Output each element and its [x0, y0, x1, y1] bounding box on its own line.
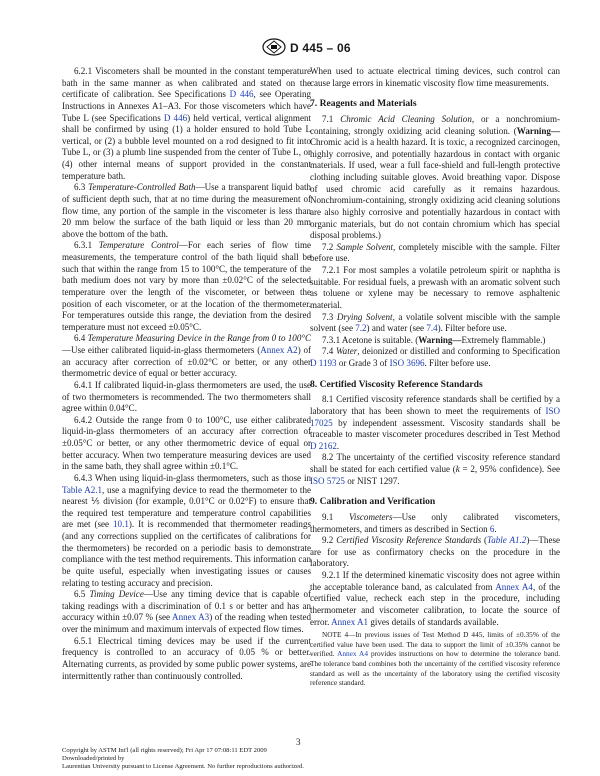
- link-iso5725[interactable]: ISO 5725: [310, 475, 345, 486]
- paragraph-6-5: 6.5 Timing Device—Use any timing device that is capable of taking readings with a discrimination of 0.1 s or better and has an accuracy within ±0.07 % (see Annex A3) of the reading when tested over the minimum and maximum intervals of expected flow times.: [62, 589, 311, 634]
- page-number: 3: [296, 737, 301, 747]
- link-annex-a3[interactable]: Annex A3: [172, 612, 210, 623]
- page-header: [0, 38, 600, 58]
- left-column: [62, 66, 311, 682]
- link-d1193[interactable]: D 1193: [310, 358, 337, 368]
- paragraph-6-4-2: 6.4.2 Outside the range from 0 to 100°C, use either calibrated liquid-in-glass thermometers of an accuracy after correction of ±0.05°C or better, or any other thermometric device of equal or better accuracy. When two temperature measuring devices are used in the same bath, they shall agree within ±0.1°C.: [62, 414, 311, 472]
- paragraph-7-3-1: 7.3.1 Acetone is suitable. (Warning—Extremely flammable.): [322, 334, 546, 345]
- note-4: NOTE 4—In previous issues of Test Method D 445, limits of ±0.35% of the certified value have been used. The data to support the limit of ±0.35% cannot be verified. Annex A4 provides instructions on how to determine the tolerance band. The tolerance band combines both the uncertainty of the certified viscosity reference standard as well as the uncertainty of the laboratory using the certified viscosity reference standard.: [310, 630, 561, 688]
- paragraph-9-2: 9.2 Certified Viscosity Reference Standards (Table A1.2)—These are for use as confirmatory checks on the procedure in the laboratory.: [310, 535, 561, 569]
- paragraph-6-2-1: 6.2.1 Viscometers shall be mounted in the constant temperature bath in the same manner as when calibrated and stated on the certificate of calibration. See Specifications D 446, see Operating Instructions in Annexes A1–A3. For those viscometers which have Tube L (see Specifications D 446) held vertical, vertical alignment shall be confirmed by using (1) a holder ensured to hold Tube L vertical, or (2) a bubble level mounted on a rod designed to fit into Tube L, or (3) a plumb line suspended from the center of Tube L, or (4) other internal means of support provided in the constant temperature bath.: [62, 66, 312, 181]
- paragraph-6-4-1: 6.4.1 If calibrated liquid-in-glass thermometers are used, the use of two thermometers is recommended. The two thermometers shall agree within 0.04°C.: [62, 379, 311, 414]
- paragraph-9-2-1: 9.2.1 If the determined kinematic viscosity does not agree within the acceptable tolerance band, as calculated from Annex A4, of the certified value, recheck each step in the procedure, including thermometer and viscometer calibration, to locate the source of error. Annex A1 gives details of standards available.: [310, 570, 561, 627]
- link-d2162[interactable]: D 2162: [310, 440, 337, 451]
- link-7-2[interactable]: 7.2: [355, 323, 367, 334]
- right-column: [310, 66, 560, 688]
- paragraph-7-2: 7.2 Sample Solvent, completely miscible with the sample. Filter before use.: [310, 241, 561, 264]
- link-7-4[interactable]: 7.4: [426, 323, 438, 334]
- paragraph-7-1: 7.1 Chromic Acid Cleaning Solution, or a nonchromium-containing, strongly oxidizing acid cleaning solution. (Warning—Chromic acid is a health hazard. It is toxic, a recognized carcinogen, highly corrosive, and potentially hazardous in contact with organic materials. If used, wear a full face-shield and full-length protective clothing including suitable gloves. Avoid breathing vapor. Dispose of used chromic acid carefully as it remains hazardous. Nonchromium-containing, strongly oxidizing acid cleaning solutions are also highly corrosive and potentially hazardous in contact with organic materials, but do not contain chromium which has special disposal problems.): [310, 113, 561, 241]
- paragraph-6-3: 6.3 Temperature-Controlled Bath—Use a transparent liquid bath of sufficient depth such, that at no time during the measurement of flow time, any portion of the sample in the viscometer is less than 20 mm below the surface of the bath liquid or less than 20 mm above the bottom of the bath.: [62, 182, 311, 239]
- footer-line-1: Copyright by ASTM Int'l (all rights reserved); Fri Apr 17 07:08:11 EDT 2009: [62, 747, 267, 754]
- link-d446[interactable]: D 446: [229, 89, 254, 100]
- link-section-6[interactable]: 6: [489, 523, 495, 534]
- link-annex-a4[interactable]: Annex A4: [495, 581, 533, 592]
- section-heading-8: 8. Certified Viscosity Reference Standards: [310, 378, 483, 390]
- link-annex-a2[interactable]: Annex A2: [260, 345, 298, 355]
- link-annex-a1[interactable]: Annex A1: [331, 616, 369, 627]
- paragraph-7-2-1: 7.2.1 For most samples a volatile petroleum spirit or naphtha is suitable. For residual fuels, a prewash with an aromatic solvent such as toluene or xylene may be necessary to remove asphaltenic material.: [310, 265, 560, 310]
- paragraph-continued: When used to actuate electrical timing devices, such control can cause large errors in kinematic viscosity flow time measurements.: [310, 66, 560, 88]
- paragraph-9-1: 9.1 Viscometers—Use only calibrated viscometers, thermometers, and timers as described in Section 6.: [310, 511, 560, 534]
- paragraph-6-4: 6.4 Temperature Measuring Device in the Range from 0 to 100°C—Use either calibrated liquid-in-glass thermometers (Annex A2) of an accuracy after correction of ±0.02°C or better, or any other thermometric device of equal or better accuracy.: [62, 333, 312, 379]
- link-iso3696[interactable]: ISO 3696: [389, 358, 425, 368]
- copyright-footer: [62, 747, 304, 771]
- link-d446-2[interactable]: D 446: [163, 112, 188, 123]
- link-annex-a4-note[interactable]: Annex A4: [337, 649, 368, 659]
- section-heading-9: 9. Calibration and Verification: [310, 496, 436, 508]
- link-table-a2-1[interactable]: Table A2.1: [62, 484, 103, 495]
- paragraph-6-4-3: 6.4.3 When using liquid-in-glass thermometers, such as those in Table A2.1, use a magnifying device to read the thermometer to the nearest ⅕ division (for example, 0.01°C or 0.02°F) to ensure that the required test temperature and temperature control capabilities are met (see 10.1). It is recommended that thermometer readings (and any corrections supplied on the certificates of calibrations for the thermometers) be recorded on a periodic basis to demonstrate compliance with the test method requirements. This information can be quite useful, especially when investigating issues or causes relating to testing accuracy and precision.: [62, 472, 312, 588]
- link-iso17025[interactable]: ISO 17025: [310, 405, 561, 428]
- paragraph-8-2: 8.2 The uncertainty of the certified viscosity reference standard shall be stated for each certified value (k = 2, 95% confidence). See ISO 5725 or NIST 1297.: [310, 452, 560, 486]
- paragraph-8-1: 8.1 Certified viscosity reference standards shall be certified by a laboratory that has been shown to meet the requirements of ISO 17025 by independent assessment. Viscosity standards shall be traceable to master viscometer procedures described in Test Method D 2162.: [310, 394, 561, 451]
- section-heading-7: 7. Reagents and Materials: [310, 98, 417, 110]
- paragraph-7-4: 7.4 Water, deionized or distilled and conforming to Specification D 1193 or Grade 3 of ISO 3696. Filter before use.: [310, 346, 560, 368]
- link-10-1[interactable]: 10.1: [113, 519, 129, 530]
- standard-designation: D 445 – 06: [290, 41, 351, 55]
- footer-line-2: Downloaded/printed by: [62, 755, 125, 762]
- astm-logo-icon: [262, 38, 286, 56]
- paragraph-6-3-1: 6.3.1 Temperature Control—For each series of flow time measurements, the temperature control of the bath liquid shall be such that within the range from 15 to 100°C, the temperature of the bath medium does not vary by more than ±0.02°C of the selected temperature over the length of the viscometer, or between the position of each viscometer, or at the location of the thermometer. For temperatures outside this range, the deviation from the desired temperature must not exceed ±0.05°C.: [62, 240, 312, 332]
- paragraph-6-5-1: 6.5.1 Electrical timing devices may be used if the current frequency is controlled to an accuracy of 0.05 % or better. Alternating currents, as provided by some public power systems, are intermittently rather than continuously controlled.: [62, 635, 311, 681]
- paragraph-7-3: 7.3 Drying Solvent, a volatile solvent miscible with the sample solvent (see 7.2) and water (see 7.4). Filter before use.: [310, 311, 560, 334]
- footer-line-3: Laurentian University pursuant to License Agreement. No further reproductions authorized.: [62, 763, 304, 770]
- link-table-a1-2[interactable]: Table A1.2: [487, 535, 527, 546]
